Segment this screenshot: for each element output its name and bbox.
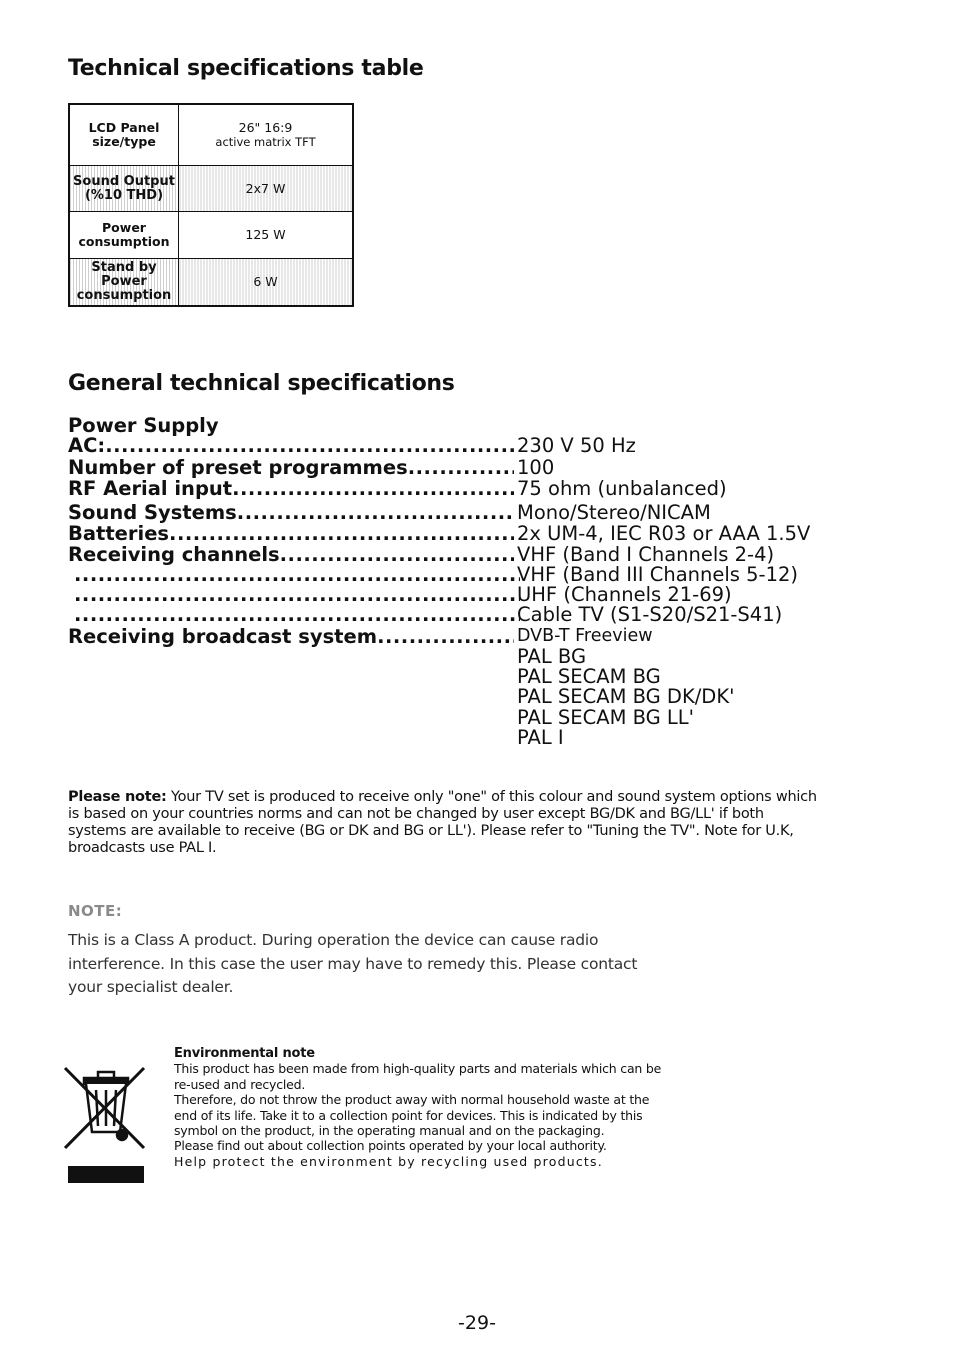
please-note-text: Your TV set is produced to receive only "one" of this colour and sound system options which is based on your countries norms and can not be changed by user except BG/DK and BG/LL' if both systems are available to receive (BG or DK and BG or LL'). Please refer to "Tuning the TV". Note for U.K, broadcasts use PAL I. <box>68 789 817 856</box>
value-line: active matrix TFT <box>215 135 316 149</box>
spec-label: Number of preset programmes ..... <box>68 457 514 478</box>
label-line: Power <box>101 274 147 289</box>
env-title: Environmental note <box>174 1046 315 1061</box>
env-paragraph: Please find out about collection points operated by your local authority. <box>174 1138 607 1154</box>
list-item: PAL SECAM BG DK/DK' <box>517 685 735 709</box>
list-item: PAL BG <box>517 645 587 668</box>
env-paragraph: Therefore, do not throw the product away with normal household waste at the end of its life. Take it to a collection point for devices. This is indicated by this symbol on the product, in the operating manual and on the packaging. <box>174 1092 650 1139</box>
spec-label <box>68 604 520 625</box>
spec-value: 2x UM-4, IEC R03 or AAA 1.5V <box>517 522 811 545</box>
list-item: PAL SECAM BG LL' <box>517 705 695 729</box>
spec-row-ac <box>68 435 828 456</box>
spec-row-channels-3 <box>68 584 828 605</box>
spec-value: DVB-T Freeview <box>517 626 653 646</box>
spec-label: Receiving broadcast system ..... <box>68 626 514 647</box>
spec-row-presets <box>68 457 828 478</box>
label-line: consumption <box>78 234 170 249</box>
spec-value: 100 <box>517 456 555 479</box>
row-label <box>69 104 179 166</box>
please-note-label: Please note: <box>68 789 167 805</box>
table-row <box>69 212 353 259</box>
spec-value: Cable TV (S1-S20/S21-S41) <box>517 603 783 626</box>
spec-row-channels-2 <box>68 564 828 585</box>
note-heading: NOTE: <box>68 902 123 920</box>
spec-row-channels-4 <box>68 604 828 625</box>
spec-label: AC: ..... <box>68 435 514 456</box>
value-line: 26" 16:9 <box>238 120 293 135</box>
table-row <box>69 259 353 307</box>
page-number: -29- <box>458 1312 496 1334</box>
spec-value: VHF (Band III Channels 5-12) <box>517 563 799 586</box>
list-item: PAL I <box>517 725 564 749</box>
spec-label: Sound Systems ..... <box>68 502 514 523</box>
general-section-title: General technical specifications <box>68 371 455 396</box>
label-line: Power <box>102 220 146 235</box>
note-text: This is a Class A product. During operation the device can cause radio interference. In this case the user may have to remedy this. Please contact your specialist dealer. <box>68 931 638 996</box>
spec-row-sound <box>68 502 828 523</box>
power-supply-heading: Power Supply <box>68 414 219 437</box>
spec-label: RF Aerial input ..... <box>68 478 514 499</box>
row-label <box>69 259 179 307</box>
label-line: consumption <box>76 288 172 303</box>
spec-row-batteries <box>68 523 828 544</box>
label-line: (%10 THD) <box>84 187 164 203</box>
label-line: LCD Panel <box>88 120 160 135</box>
spec-value: UHF (Channels 21-69) <box>517 583 732 606</box>
spec-label: Receiving channels ..... <box>68 544 514 565</box>
environmental-note <box>174 1046 664 1169</box>
row-label <box>69 166 179 212</box>
table-row <box>69 104 353 166</box>
spec-value: 230 V 50 Hz <box>517 434 636 457</box>
spec-label <box>68 584 520 605</box>
row-value: 2x7 W <box>179 166 354 212</box>
spec-table <box>68 103 354 307</box>
broadcast-system-list <box>517 647 734 748</box>
please-note <box>68 789 818 857</box>
env-paragraph: This product has been made from high-quality parts and materials which can be re-used and recycled. <box>174 1061 662 1092</box>
spec-value: Mono/Stereo/NICAM <box>517 501 711 524</box>
table-section-title: Technical specifications table <box>68 56 424 81</box>
crossed-bin-icon <box>62 1062 150 1186</box>
spec-row-broadcast <box>68 626 828 647</box>
row-value: 125 W <box>179 212 354 259</box>
spec-value: 75 ohm (unbalanced) <box>517 477 727 500</box>
row-value: 6 W <box>179 259 354 307</box>
row-label <box>69 212 179 259</box>
row-value <box>179 104 354 166</box>
list-item: PAL SECAM BG <box>517 665 661 689</box>
label-line: size/type <box>92 134 156 149</box>
spec-label: Batteries ..... <box>68 523 514 544</box>
label-line: Sound Output <box>73 173 175 189</box>
label-line: Stand by <box>91 260 157 275</box>
spec-value: VHF (Band I Channels 2-4) <box>517 543 775 566</box>
spec-label <box>68 564 520 585</box>
spec-row-rf <box>68 478 828 499</box>
env-paragraph: Help protect the environment by recycling used products. <box>174 1153 603 1169</box>
table-row <box>69 166 353 212</box>
spec-row-channels <box>68 544 828 565</box>
